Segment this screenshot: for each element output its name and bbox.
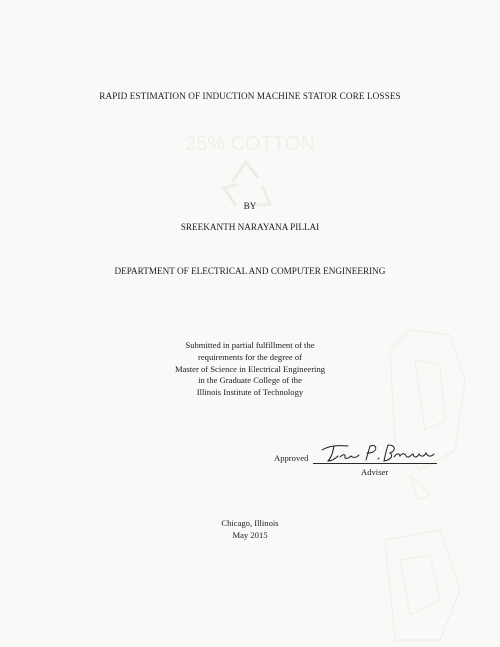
signature-line — [313, 463, 437, 464]
department-name: DEPARTMENT OF ELECTRICAL AND COMPUTER ENGINEERING — [114, 266, 386, 276]
submission-statement — [0, 340, 500, 399]
statement-line: requirements for the degree of — [197, 351, 303, 362]
approval-block — [274, 446, 474, 486]
author-name: SREEKANTH NARAYANA PILLAI — [180, 222, 320, 232]
location-date — [0, 518, 500, 542]
location: Chicago, Illinois — [221, 518, 279, 528]
by-label: BY — [243, 201, 257, 211]
adviser-label: Adviser — [361, 467, 389, 477]
date: May 2015 — [232, 529, 268, 540]
recycle-icon — [224, 162, 270, 206]
statement-line: Submitted in partial fulfillment of the — [185, 340, 315, 350]
statement-line: Illinois Institute of Technology — [196, 387, 304, 398]
thesis-title: RAPID ESTIMATION OF INDUCTION MACHINE STATOR CORE LOSSES — [99, 91, 401, 101]
statement-line: in the Graduate College of the — [198, 375, 302, 386]
statement-line: Master of Science in Electrical Engineering — [174, 363, 326, 374]
approved-label: Approved — [274, 453, 309, 463]
watermark-text: 25% COTTON — [185, 133, 315, 155]
